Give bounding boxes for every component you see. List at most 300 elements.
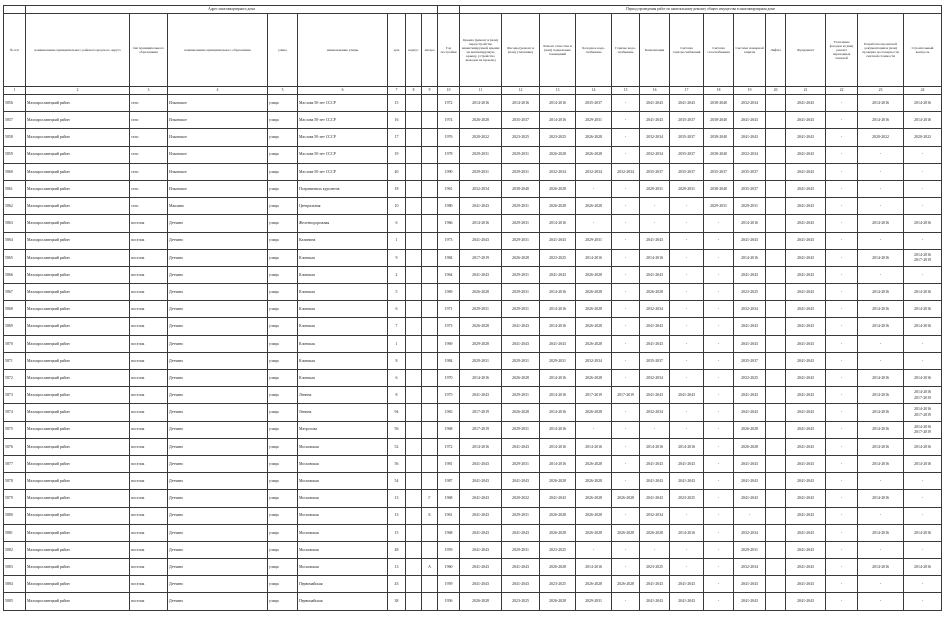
cell-sewer: 2023-2025	[640, 559, 670, 576]
cell-foundation: 2041-2043	[786, 559, 826, 576]
cell-district: Малоярославецкий район	[26, 318, 130, 335]
cell-design: 2014-2016	[858, 370, 904, 387]
cell-lifts	[766, 198, 786, 215]
cell-control: 2014-2016	[904, 318, 942, 335]
cell-roof: 2017-2019	[460, 404, 502, 421]
cell-litera	[422, 266, 438, 283]
cell-basement: 2014-2016	[540, 95, 576, 112]
cell-hot-water: -	[612, 593, 640, 610]
cell-insulation: -	[826, 180, 858, 197]
cell-litera	[422, 335, 438, 352]
cell-korpus	[406, 559, 422, 576]
cell-foundation: 2041-2043	[786, 318, 826, 335]
cell-sewer: 2032-2034	[640, 507, 670, 524]
cell-settlement: Детчино	[168, 232, 268, 249]
cell-house: 48	[388, 541, 406, 558]
cell-street: Московская	[298, 507, 388, 524]
cell-insulation: -	[826, 301, 858, 318]
cell-electric: -	[670, 370, 704, 387]
cell-district: Малоярославецкий район	[26, 576, 130, 593]
cell-street-type: улица	[268, 112, 298, 129]
cell-electric: 2035-2037	[670, 163, 704, 180]
cell-design: 2014-2016	[858, 421, 904, 438]
column-number: 21	[786, 87, 826, 95]
table-body	[4, 95, 942, 611]
cell-district: Малоярославецкий район	[26, 490, 130, 507]
cell-electric: -	[670, 318, 704, 335]
cell-cold-water: 2026-2028	[576, 301, 612, 318]
cell-foundation: 2041-2043	[786, 421, 826, 438]
cell-design: 2014-2016	[858, 387, 904, 404]
cell-fire: 2041-2043	[734, 266, 766, 283]
cell-basement: 2023-2025	[540, 576, 576, 593]
cell-facade: 2035-2037	[502, 112, 540, 129]
cell-facade: 2020-2022	[502, 490, 540, 507]
cell-insulation: -	[826, 421, 858, 438]
cell-hot-water: 2032-2034	[612, 163, 640, 180]
cell-gas: -	[704, 370, 734, 387]
cell-house: 1	[388, 232, 406, 249]
cell-insulation: -	[826, 473, 858, 490]
cell-cold-water: 2029-2031	[576, 593, 612, 610]
cell-litera	[422, 421, 438, 438]
column-number: 11	[460, 87, 502, 95]
cell-house: 5	[388, 284, 406, 301]
cell-fire: 2035-2037	[734, 163, 766, 180]
cell-facade: 2029-2031	[502, 163, 540, 180]
cell-house: 56	[388, 455, 406, 472]
cell-insulation: -	[826, 352, 858, 369]
cell-foundation: 2041-2043	[786, 473, 826, 490]
cell-lifts	[766, 490, 786, 507]
cell-basement: 2014-2016	[540, 301, 576, 318]
cell-basement: 2014-2016	[540, 318, 576, 335]
cell-street: Клинская	[298, 335, 388, 352]
cell-hot-water: -	[612, 198, 640, 215]
cell-insulation: -	[826, 455, 858, 472]
cell-gas: -	[704, 507, 734, 524]
cell-roof: 2017-2019	[460, 421, 502, 438]
cell-sewer: 2032-2034	[640, 129, 670, 146]
cell-control: 2014-2016	[904, 455, 942, 472]
cell-type: поселок	[130, 541, 168, 558]
cell-insulation: -	[826, 541, 858, 558]
cell-settlement: Детчино	[168, 404, 268, 421]
cell-year: 1964	[438, 266, 460, 283]
cell-cold-water: -	[576, 541, 612, 558]
cell-facade: 2029-2031	[502, 387, 540, 404]
cell-district: Малоярославецкий район	[26, 473, 130, 490]
cell-no: 5876	[4, 438, 26, 455]
cell-facade: 2029-2031	[502, 146, 540, 163]
cell-district: Малоярославецкий район	[26, 559, 130, 576]
cell-roof: 2026-2028	[460, 112, 502, 129]
cell-district: Малоярославецкий район	[26, 507, 130, 524]
cell-lifts	[766, 473, 786, 490]
column-header: Ремонт отмостки и (или) подвальных помещений	[540, 14, 576, 87]
cell-settlement: Детчино	[168, 507, 268, 524]
table-row	[4, 593, 942, 610]
cell-type: село	[130, 112, 168, 129]
cell-control: 2014-2016 2017-2019	[904, 421, 942, 438]
cell-control: 2014-2016 2017-2019	[904, 404, 942, 421]
cell-korpus	[406, 507, 422, 524]
cell-sewer: -	[640, 215, 670, 232]
table-row	[4, 541, 942, 558]
cell-settlement: Детчино	[168, 421, 268, 438]
cell-settlement: Детчино	[168, 249, 268, 266]
cell-fire: 2035-2037	[734, 180, 766, 197]
column-number: 22	[826, 87, 858, 95]
column-number: 3	[130, 87, 168, 95]
cell-korpus	[406, 95, 422, 112]
cell-house: 6	[388, 215, 406, 232]
cell-korpus	[406, 541, 422, 558]
cell-facade: 2029-2031	[502, 232, 540, 249]
cell-design: -	[858, 593, 904, 610]
cell-district: Малоярославецкий район	[26, 163, 130, 180]
cell-basement: 2026-2028	[540, 524, 576, 541]
cell-hot-water: -	[612, 473, 640, 490]
cell-house: 17	[388, 129, 406, 146]
cell-facade: 2041-2043	[502, 438, 540, 455]
cell-type: поселок	[130, 455, 168, 472]
cell-hot-water: -	[612, 95, 640, 112]
cell-litera	[422, 473, 438, 490]
cell-foundation: 2041-2043	[786, 438, 826, 455]
table-row	[4, 112, 942, 129]
column-header: Система газоснабжения	[704, 14, 734, 87]
cell-cold-water: 2026-2028	[576, 524, 612, 541]
cell-no: 5870	[4, 335, 26, 352]
cell-control: -	[904, 146, 942, 163]
column-number: 24	[904, 87, 942, 95]
cell-facade: 2023-2025	[502, 593, 540, 610]
cell-year: 1975	[438, 387, 460, 404]
cell-gas: -	[704, 301, 734, 318]
cell-district: Малоярославецкий район	[26, 284, 130, 301]
cell-street-type: улица	[268, 404, 298, 421]
column-number: 7	[388, 87, 406, 95]
cell-facade: 2029-2031	[502, 301, 540, 318]
cell-insulation: -	[826, 284, 858, 301]
cell-house: 7	[388, 318, 406, 335]
cell-korpus	[406, 129, 422, 146]
cell-type: поселок	[130, 559, 168, 576]
cell-cold-water: 2026-2028	[576, 335, 612, 352]
cell-control: -	[904, 352, 942, 369]
cell-hot-water: -	[612, 146, 640, 163]
cell-cold-water: 2029-2031	[576, 232, 612, 249]
cell-settlement: Детчино	[168, 438, 268, 455]
cell-hot-water: -	[612, 232, 640, 249]
cell-fire: 2041-2043	[734, 593, 766, 610]
cell-cold-water: 2032-2034	[576, 163, 612, 180]
table-row	[4, 524, 942, 541]
cell-facade: 2023-2025	[502, 129, 540, 146]
cell-street: Московская	[298, 473, 388, 490]
cell-design: -	[858, 541, 904, 558]
cell-no: 5882	[4, 541, 26, 558]
cell-roof: 2026-2028	[460, 593, 502, 610]
cell-fire: 2032-2034	[734, 301, 766, 318]
cell-fire: 2041-2043	[734, 387, 766, 404]
cell-house: 18	[388, 180, 406, 197]
cell-roof: 2026-2028	[460, 318, 502, 335]
cell-house: 2	[388, 266, 406, 283]
cell-basement: 2014-2016	[540, 438, 576, 455]
column-number: 9	[422, 87, 438, 95]
cell-street: Московская	[298, 524, 388, 541]
cell-insulation: -	[826, 490, 858, 507]
cell-sewer: 2041-2043	[640, 576, 670, 593]
cell-cold-water: 2035-2037	[576, 95, 612, 112]
cell-foundation: 2041-2043	[786, 284, 826, 301]
cell-street: Маслова 50-лет СССР	[298, 129, 388, 146]
cell-no: 5858	[4, 129, 26, 146]
cell-district: Малоярославецкий район	[26, 421, 130, 438]
cell-fire: 2041-2043	[734, 455, 766, 472]
cell-design: -	[858, 163, 904, 180]
cell-type: село	[130, 163, 168, 180]
cell-korpus	[406, 524, 422, 541]
cell-control: -	[904, 541, 942, 558]
cell-foundation: 2041-2043	[786, 249, 826, 266]
cell-korpus	[406, 335, 422, 352]
cell-sewer: 2032-2034	[640, 146, 670, 163]
cell-settlement: Детчино	[168, 301, 268, 318]
cell-district: Малоярославецкий район	[26, 249, 130, 266]
cell-electric: 2029-2031	[670, 180, 704, 197]
cell-foundation: 2041-2043	[786, 490, 826, 507]
cell-lifts	[766, 387, 786, 404]
cell-hot-water: -	[612, 352, 640, 369]
cell-roof: 2029-2031	[460, 146, 502, 163]
cell-type: поселок	[130, 387, 168, 404]
column-number: 10	[438, 87, 460, 95]
column-header: № п/п	[4, 14, 26, 87]
cell-electric: -	[670, 232, 704, 249]
cell-lifts	[766, 129, 786, 146]
cell-district: Малоярославецкий район	[26, 112, 130, 129]
cell-insulation: -	[826, 95, 858, 112]
cell-street-type: улица	[268, 559, 298, 576]
cell-insulation: -	[826, 559, 858, 576]
column-number: 5	[268, 87, 298, 95]
cell-settlement: Детчино	[168, 370, 268, 387]
cell-insulation: -	[826, 370, 858, 387]
cell-type: поселок	[130, 473, 168, 490]
cell-street: Ленина	[298, 404, 388, 421]
cell-korpus	[406, 421, 422, 438]
cell-sewer: 2014-2016	[640, 438, 670, 455]
cell-electric: -	[670, 284, 704, 301]
cell-house: 40	[388, 163, 406, 180]
cell-settlement: Детчино	[168, 473, 268, 490]
cell-electric: -	[670, 559, 704, 576]
cell-litera	[422, 95, 438, 112]
cell-facade: 2029-2031	[502, 455, 540, 472]
cell-roof: 2041-2043	[460, 266, 502, 283]
cell-roof: 2041-2043	[460, 541, 502, 558]
address-group-header: Адрес многоквартирного дома	[26, 6, 438, 14]
cell-electric: 2041-2043	[670, 95, 704, 112]
cell-lifts	[766, 215, 786, 232]
cell-lifts	[766, 249, 786, 266]
cell-roof: 2041-2043	[460, 507, 502, 524]
cell-hot-water: -	[612, 284, 640, 301]
cell-basement: 2041-2043	[540, 335, 576, 352]
cell-year: 1987	[438, 473, 460, 490]
cell-district: Малоярославецкий район	[26, 593, 130, 610]
cell-foundation: 2041-2043	[786, 112, 826, 129]
cell-sewer: 2032-2034	[640, 301, 670, 318]
cell-insulation: -	[826, 576, 858, 593]
cell-no: 5861	[4, 180, 26, 197]
cell-settlement: Детчино	[168, 576, 268, 593]
cell-street-type: улица	[268, 232, 298, 249]
cell-korpus	[406, 180, 422, 197]
cell-district: Малоярославецкий район	[26, 352, 130, 369]
cell-type: поселок	[130, 593, 168, 610]
cell-design: -	[858, 507, 904, 524]
cell-korpus	[406, 284, 422, 301]
cell-litera	[422, 112, 438, 129]
table-row	[4, 215, 942, 232]
table-row	[4, 352, 942, 369]
cell-hot-water: -	[612, 370, 640, 387]
cell-facade: 2026-2028	[502, 404, 540, 421]
cell-facade: 2029-2031	[502, 541, 540, 558]
cell-lifts	[766, 266, 786, 283]
cell-roof: 2041-2043	[460, 387, 502, 404]
cell-litera	[422, 129, 438, 146]
cell-fire: 2041-2043	[734, 232, 766, 249]
column-number: 18	[704, 87, 734, 95]
cell-design: 2014-2016	[858, 112, 904, 129]
cell-district: Малоярославецкий район	[26, 198, 130, 215]
cell-control: -	[904, 163, 942, 180]
cell-facade: 2029-2031	[502, 421, 540, 438]
cell-foundation: 2041-2043	[786, 576, 826, 593]
cell-gas: -	[704, 335, 734, 352]
cell-sewer: 2026-2028	[640, 284, 670, 301]
cell-foundation: 2041-2043	[786, 541, 826, 558]
cell-foundation: 2041-2043	[786, 180, 826, 197]
cell-sewer: -	[640, 541, 670, 558]
cell-lifts	[766, 146, 786, 163]
table-row	[4, 198, 942, 215]
cell-gas: 2038-2040	[704, 95, 734, 112]
column-number: 20	[766, 87, 786, 95]
cell-fire: 2035-2037	[734, 352, 766, 369]
cell-electric: 2035-2037	[670, 146, 704, 163]
cell-hot-water: -	[612, 559, 640, 576]
cell-lifts	[766, 576, 786, 593]
cell-house: 94	[388, 404, 406, 421]
cell-lifts	[766, 112, 786, 129]
cell-settlement: Детчино	[168, 318, 268, 335]
cell-type: поселок	[130, 301, 168, 318]
cell-control: -	[904, 266, 942, 283]
cell-control: -	[904, 473, 942, 490]
cell-litera	[422, 215, 438, 232]
cell-lifts	[766, 541, 786, 558]
cell-basement: 2026-2028	[540, 593, 576, 610]
cell-lifts	[766, 438, 786, 455]
cell-foundation: 2041-2043	[786, 301, 826, 318]
cell-electric: -	[670, 215, 704, 232]
cell-house: 6	[388, 370, 406, 387]
cell-sewer: 2032-2034	[640, 404, 670, 421]
cell-year: 1972	[438, 95, 460, 112]
cell-facade: 2041-2043	[502, 318, 540, 335]
cell-insulation: -	[826, 112, 858, 129]
cell-fire: 2029-2031	[734, 198, 766, 215]
cell-lifts	[766, 352, 786, 369]
cell-house: 1	[388, 335, 406, 352]
cell-type: поселок	[130, 524, 168, 541]
table-row	[4, 404, 942, 421]
cell-no: 5869	[4, 318, 26, 335]
cell-design: 2014-2016	[858, 559, 904, 576]
cell-foundation: 2041-2043	[786, 129, 826, 146]
cell-settlement: Детчино	[168, 352, 268, 369]
cell-gas: 2035-2037	[704, 163, 734, 180]
cell-no: 5856	[4, 95, 26, 112]
cell-street: Московская	[298, 455, 388, 472]
cell-no: 5872	[4, 370, 26, 387]
cell-basement: 2014-2016	[540, 370, 576, 387]
cell-foundation: 2041-2043	[786, 335, 826, 352]
cell-basement: 2023-2025	[540, 541, 576, 558]
column-header: Крыша (ремонт и (или) переустройство невентилируемой крыши на вентилируемую крышу, устройство выходов на кровлю)	[460, 14, 502, 87]
cell-no: 5864	[4, 232, 26, 249]
cell-street: Центральная	[298, 198, 388, 215]
cell-korpus	[406, 438, 422, 455]
cell-design: 2020-2022	[858, 129, 904, 146]
cell-korpus	[406, 163, 422, 180]
cell-house: 54	[388, 473, 406, 490]
cell-year: 1969	[438, 335, 460, 352]
cell-no: 5871	[4, 352, 26, 369]
cell-electric: -	[670, 507, 704, 524]
column-number-row	[4, 87, 942, 95]
cell-foundation: 2041-2043	[786, 95, 826, 112]
cell-sewer: 2032-2034	[640, 370, 670, 387]
cell-cold-water: 2026-2028	[576, 146, 612, 163]
cell-design: -	[858, 576, 904, 593]
cell-electric: 2014-2016	[670, 524, 704, 541]
cell-control: -	[904, 180, 942, 197]
cell-no: 5868	[4, 301, 26, 318]
cell-gas: 2038-2040	[704, 180, 734, 197]
cell-house: 43	[388, 576, 406, 593]
cell-litera	[422, 593, 438, 610]
cell-year: 1968	[438, 421, 460, 438]
column-header: Разработка проектной документации и (или) проверка достоверности сметной стоимости	[858, 14, 904, 87]
cell-korpus	[406, 232, 422, 249]
cell-electric: 2014-2016	[670, 438, 704, 455]
cell-litera	[422, 576, 438, 593]
cell-fire: 2032-2034	[734, 95, 766, 112]
cell-no: 5881	[4, 524, 26, 541]
cell-gas: 2038-2040	[704, 112, 734, 129]
column-header: Фасады (ремонт и (или) утепление)	[502, 14, 540, 87]
cell-district: Малоярославецкий район	[26, 387, 130, 404]
cell-korpus	[406, 112, 422, 129]
cell-no: 5878	[4, 473, 26, 490]
